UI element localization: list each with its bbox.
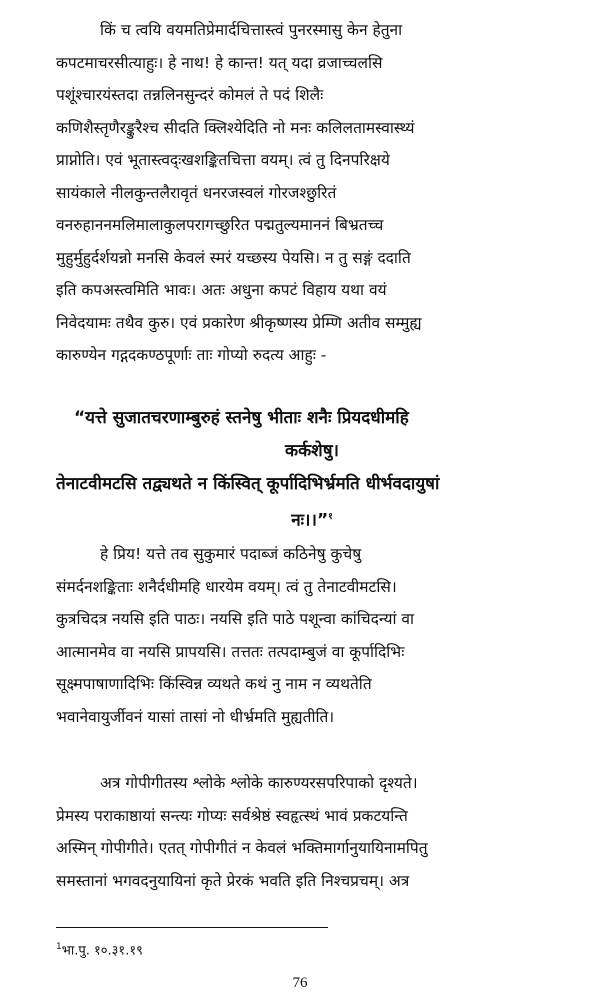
text-line: प्रेमस्य पराकाष्ठायां सन्त्यः गोप्यः सर्वश्रेष्ठं स्वहृत्स्थं भावं प्रकटयन्ति (56, 806, 408, 825)
text-line: मुहुर्मुहुर्दर्शयन्नो मनसि केवलं स्मरं यच्छस्य पेयसि। न तु सङ्गं ददाति (56, 248, 411, 267)
commentary-paragraph-3 (56, 767, 568, 897)
commentary-paragraph-1 (56, 14, 568, 372)
footnote-mark: 1 (56, 942, 62, 952)
text-line: कणिशैस्तृणैरङ्कुरैश्च सीदति क्लिश्येदिति नो मनः कलिलतामस्वास्थ्यं (56, 118, 415, 137)
text-line: निवेदयामः तथैव कुरु। एवं प्रकारेण श्रीकृष्णस्य प्रेम्णि अतीव सम्मुह्य (56, 313, 422, 332)
commentary-paragraph-2 (56, 538, 568, 733)
verse-line: “यत्ते सुजातचरणाम्बुरुहं स्तनेषु भीताः शनैः प्रियदधीमहि (74, 408, 409, 428)
text-line: कपटमाचरसीत्याहुः। हे नाथ! हे कान्त! यत् यदा व्रजाच्चलसि (56, 53, 383, 72)
text-line: अस्मिन् गोपीगीते। एतत् गोपीगीतं न केवलं भक्तिमार्गानुयायिनामपितु (56, 839, 428, 857)
verse-last-text: नः।।” (291, 510, 329, 531)
text-line: सूक्ष्मपाषाणादिभिः किंस्विन्न व्यथते कथं नु नाम न व्यथतेति (56, 675, 372, 693)
text-line: वनरुहाननमलिमालाकुलपरागच्छुरित पद्मतुल्यमाननं बिभ्रतच्च (56, 216, 384, 234)
text-line: भवानेवायुर्जीवनं यासां तासां नो धीर्भ्रमति मुह्यतीति। (56, 707, 335, 726)
text-line: पशूंश्चारयंस्तदा तन्नलिनसुन्दरं कोमलं ते पदं शिलैः (56, 86, 324, 104)
text-line: इति कपअस्त्वमिति भावः। अतः अधुना कपटं विहाय यथा वयं (56, 281, 387, 299)
verse-line: कर्कशेषु। (285, 441, 339, 461)
text-line: समस्तानां भगवदनुयायिनां कृते प्रेरकं भवति इति निश्चप्रचम्। अत्र (56, 871, 410, 890)
verse-quote (56, 402, 568, 538)
text-line: कुत्रचिदत्र नयसि इति पाठः। नयसि इति पाठे पशून्वा कांचिदन्यां वा (56, 610, 415, 628)
footnote-text: भा.पु. १०.३१.१९ (61, 943, 143, 959)
page-number: 76 (292, 975, 308, 991)
text-line: किं च त्वयि वयमतिप्रेमार्दचित्तास्त्वं पुनरस्मासु केन हेतुना (100, 21, 403, 39)
text-line: आत्मानमेव वा नयसि प्रापयसि। तत्ततः तत्पदाम्बुजं वा कूर्पादिभिः (56, 642, 405, 661)
verse-line: तेनाटवीमटसि तद्व्यथते न किंस्वित् कूर्पादिभिर्भ्रमति धीर्भवदायुषां (56, 474, 440, 494)
footnote-reference-mark: १ (328, 512, 333, 522)
text-line: हे प्रिय! यत्ते तव सुकुमारं पदाब्जं कठिनेषु कुचेषु (100, 545, 362, 563)
footnote (56, 937, 143, 961)
text-line: अत्र गोपीगीतस्य श्लोके श्लोके कारुण्यरसपरिपाको दृश्यते। (100, 774, 418, 792)
text-line: कारुण्येन गद्गदकण्ठपूर्णाः ताः गोप्यो रुदत्य आहुः - (56, 346, 327, 364)
text-line: प्राप्नोति। एवं भूतास्त्वद्ःखशङ्कितचित्ता वयम्। त्वं तु दिनपरिक्षये (56, 151, 390, 169)
text-line: संमर्दनशङ्किताः शनैर्दधीमहि धारयेम वयम्। त्वं तु तेनाटवीमटसि। (56, 577, 397, 596)
verse-line (56, 501, 568, 538)
text-line: सायंकाले नीलकुन्तलैरावृतं धनरजस्वलं गोरजश्छुरितं (56, 183, 337, 202)
footnote-separator (56, 927, 328, 928)
